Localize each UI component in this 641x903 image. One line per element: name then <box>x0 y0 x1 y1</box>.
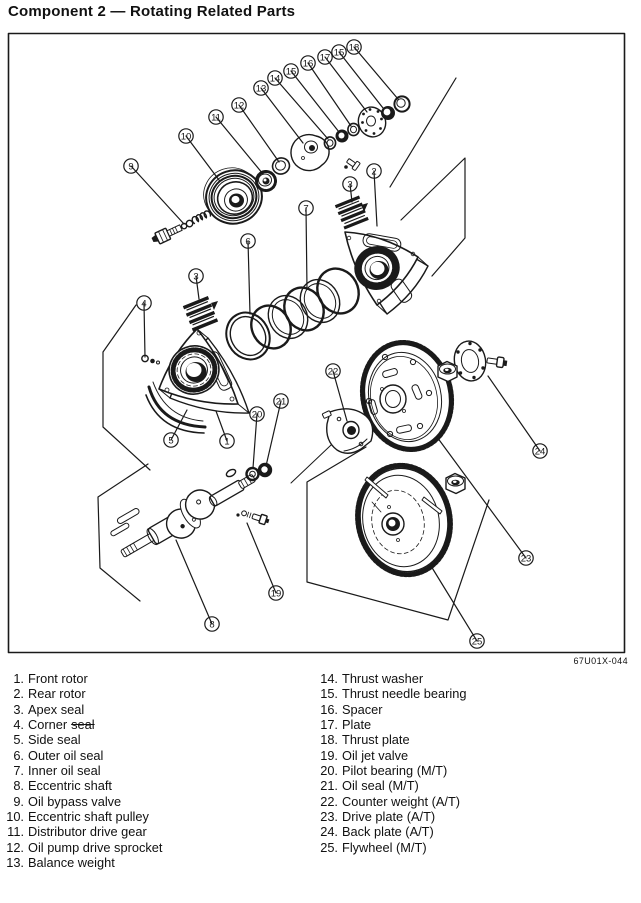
parts-list-item <box>0 702 162 717</box>
callout-leader-line <box>248 241 250 314</box>
part-number: 6. <box>13 747 24 763</box>
parts-list-item <box>314 702 467 717</box>
part-number: 16. <box>320 701 338 717</box>
part-name: Drive plate (A/T) <box>342 809 436 825</box>
parts-list-item <box>314 686 467 701</box>
parts-list-item <box>314 840 467 855</box>
part-name: Oil jet valve <box>342 747 409 763</box>
part-number: 14. <box>320 671 338 686</box>
callout-number: 2 <box>371 166 377 178</box>
part-number: 10. <box>6 809 24 825</box>
part-number: 19. <box>320 747 338 763</box>
parts-list-item <box>314 763 467 778</box>
callout-number: 15 <box>285 66 297 78</box>
callout-leader-line <box>247 523 276 593</box>
part-name: Apex seal <box>28 701 85 717</box>
callout-leader-line <box>186 136 219 180</box>
callout-leader-line <box>239 105 279 162</box>
callout-leader-line <box>216 117 263 174</box>
callout-number: 17 <box>319 52 331 64</box>
callout-number: 3 <box>193 271 199 283</box>
callout-20 <box>250 407 264 468</box>
callout-number: 3 <box>347 179 353 191</box>
parts-list-item <box>0 671 162 686</box>
spacer-drawing <box>348 123 359 135</box>
oil-seal-mt-drawing <box>258 463 272 477</box>
callout-number: 6 <box>245 236 251 248</box>
eccentric-shaft-pulley-drawing <box>197 161 269 231</box>
part-number: 9. <box>13 793 24 809</box>
callout-17 <box>318 50 367 112</box>
callout-number: 14 <box>269 73 281 85</box>
part-number: 4. <box>13 717 24 733</box>
parts-list-item <box>314 748 467 763</box>
callout-23 <box>437 437 533 565</box>
callout-leader-line <box>325 57 367 112</box>
callout-number: 19 <box>270 588 282 600</box>
callout-2 <box>367 164 381 226</box>
part-name: Counter weight (A/T) <box>342 793 461 809</box>
part-name: Thrust needle bearing <box>342 686 467 702</box>
part-number: 1. <box>13 671 24 686</box>
parts-list-item <box>0 855 162 870</box>
callout-number: 18 <box>348 42 360 54</box>
callout-leader-line <box>131 166 184 224</box>
callout-25 <box>431 566 484 648</box>
part-name: Thrust washer <box>342 671 424 686</box>
callout-number: 20 <box>251 409 263 421</box>
flywheel-drawing <box>345 454 463 585</box>
part-number: 20. <box>320 763 338 779</box>
part-name: Thrust plate <box>342 732 410 748</box>
callout-leader-line <box>261 88 303 143</box>
distributor-drive-gear-drawing <box>257 172 276 191</box>
parts-list-item <box>0 840 162 855</box>
balance-weight-drawing <box>291 135 329 171</box>
callout-number: 11 <box>211 112 221 124</box>
oil-seal-rings-drawing <box>218 261 366 367</box>
part-number: 12. <box>6 839 24 855</box>
callout-number: 12 <box>233 100 245 112</box>
part-number: 24. <box>320 824 338 840</box>
callout-number: 9 <box>128 161 134 173</box>
part-number: 22. <box>320 793 338 809</box>
back-plate-bolt-drawing <box>486 355 507 368</box>
hex-nut-upper-drawing <box>438 362 457 382</box>
figure-code: 67U01X-044 <box>573 656 628 666</box>
parts-list-item <box>314 778 467 793</box>
callout-leader-line <box>144 303 145 357</box>
part-name: Balance weight <box>28 855 115 871</box>
parts-list-item <box>0 794 162 809</box>
part-name: Eccentric shaft <box>28 778 112 794</box>
callout-leader-line <box>266 401 281 466</box>
part-number: 15. <box>320 686 338 702</box>
part-number: 8. <box>13 778 24 794</box>
part-name: Outer oil seal <box>28 747 104 763</box>
parts-list-item <box>0 778 162 793</box>
part-name: Distributor drive gear <box>28 824 147 840</box>
part-name: Back plate (A/T) <box>342 824 434 840</box>
callout-number: 22 <box>327 366 339 378</box>
callout-8 <box>176 540 219 631</box>
callout-11 <box>209 110 263 174</box>
callout-leader-line <box>306 208 307 289</box>
callout-leader-line <box>431 566 477 641</box>
part-number: 25. <box>320 839 338 855</box>
hex-nut-lower-drawing <box>446 474 465 494</box>
callout-leader-line <box>176 540 212 624</box>
callout-10 <box>179 129 219 180</box>
parts-list-item <box>0 732 162 747</box>
callout-number: 24 <box>534 446 546 458</box>
part-name: Corner <box>28 717 68 733</box>
oil-bypass-valve-drawing <box>150 208 213 246</box>
callout-number: 16 <box>302 58 314 70</box>
callout-leader-line <box>308 63 351 126</box>
o-ring-drawing <box>225 468 237 478</box>
parts-list-item <box>314 824 467 839</box>
callout-number: 23 <box>520 553 532 565</box>
callout-21 <box>266 394 288 466</box>
part-name: Spacer <box>342 701 383 717</box>
rotor-screw-drawing <box>344 156 360 170</box>
thrust-plate-drawing <box>394 96 409 111</box>
callout-number: 4 <box>141 298 147 310</box>
parts-list-column-right <box>314 671 467 855</box>
callout-number: 21 <box>275 396 287 408</box>
callout-leader-line <box>488 376 540 451</box>
parts-list-item <box>0 717 162 732</box>
callout-18 <box>347 40 398 99</box>
part-number: 2. <box>13 686 24 702</box>
part-name: Pilot bearing (M/T) <box>342 763 448 779</box>
part-number: 21. <box>320 778 338 794</box>
callout-leader-line <box>374 171 377 226</box>
parts-list-item <box>314 732 467 747</box>
callout-number: 15 <box>333 47 345 59</box>
callout-leader-line <box>291 71 339 132</box>
callout-1 <box>216 411 234 448</box>
parts-list-item <box>0 809 162 824</box>
oil-jet-valve-drawing <box>236 508 270 525</box>
callout-3 <box>189 269 203 299</box>
part-number: 18. <box>320 732 338 748</box>
callout-leader-line <box>339 52 383 108</box>
part-name: Front rotor <box>28 671 88 686</box>
callout-number: 7 <box>303 203 309 215</box>
part-name: Inner oil seal <box>28 763 101 779</box>
part-number: 17. <box>320 717 338 733</box>
part-name: Plate <box>342 717 372 733</box>
callout-9 <box>124 159 184 224</box>
callout-19 <box>247 523 283 600</box>
parts-list-item <box>314 794 467 809</box>
callout-number: 25 <box>471 636 483 648</box>
callout-14 <box>268 71 328 139</box>
callout-number: 1 <box>224 436 230 448</box>
parts-list-item <box>314 671 467 686</box>
thrust-needle-bearing-drawing <box>336 130 349 143</box>
part-name: Oil pump drive sprocket <box>28 839 163 855</box>
callout-12 <box>232 98 279 162</box>
part-name: Side seal <box>28 732 81 748</box>
front-apex-seal-drawing <box>183 296 218 332</box>
part-name: Rear rotor <box>28 686 86 702</box>
callout-number: 8 <box>209 619 215 631</box>
part-name: Oil seal (M/T) <box>342 778 419 794</box>
parts-list-item <box>0 824 162 839</box>
callout-24 <box>488 376 547 458</box>
callout-number: 10 <box>180 131 192 143</box>
callout-leader-line <box>253 414 257 468</box>
part-number: 3. <box>13 701 24 717</box>
parts-list-item <box>314 809 467 824</box>
callout-13 <box>254 81 303 143</box>
parts-list-item <box>0 686 162 701</box>
eccentric-shaft-drawing <box>106 449 263 569</box>
parts-list-column-left <box>0 671 162 870</box>
callout-leader-line <box>354 47 398 99</box>
part-name: Eccentric shaft pulley <box>28 809 149 825</box>
callout-4 <box>137 296 151 357</box>
callout-number: 5 <box>168 435 174 447</box>
page-title: Component 2 — Rotating Related Parts <box>8 3 296 20</box>
part-number: 7. <box>13 763 24 779</box>
part-name: Oil bypass valve <box>28 793 122 809</box>
callout-7 <box>299 201 313 289</box>
part-number: 11. <box>7 824 24 840</box>
part-number: 5. <box>13 732 24 748</box>
callout-number: 13 <box>255 83 267 95</box>
parts-list-item <box>314 717 467 732</box>
parts-list-item <box>0 763 162 778</box>
part-number: 13. <box>6 855 24 871</box>
part-name: Flywheel (M/T) <box>342 839 427 855</box>
callout-6 <box>241 234 255 314</box>
parts-list-item <box>0 748 162 763</box>
part-number: 23. <box>320 809 338 825</box>
part-name-struck: seal <box>71 717 95 733</box>
front-rotor-drawing <box>159 329 249 413</box>
